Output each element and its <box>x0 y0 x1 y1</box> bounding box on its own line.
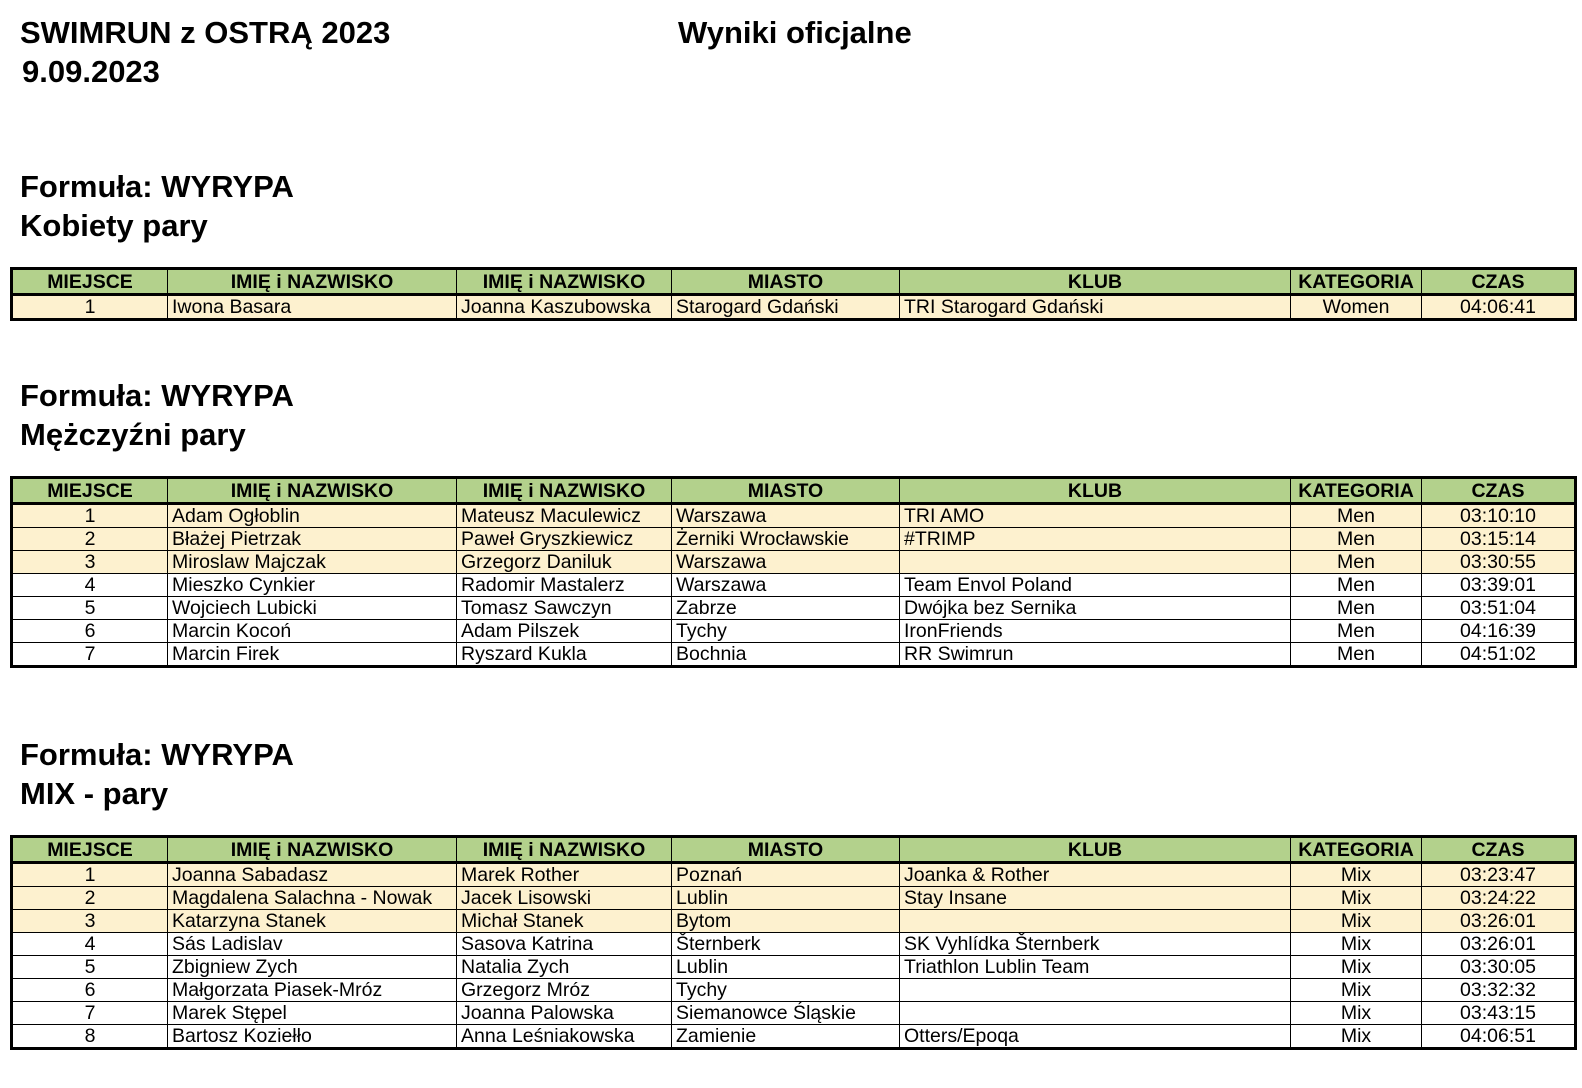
column-header-place: MIEJSCE <box>12 269 168 295</box>
cell-name-2: Mateusz Maculewicz <box>457 504 672 528</box>
cell-name-1: Adam Ogłoblin <box>168 504 457 528</box>
cell-place: 3 <box>12 910 168 933</box>
column-header-city: MIASTO <box>672 837 900 863</box>
cell-club: Joanka & Rother <box>900 863 1291 887</box>
column-header-club: KLUB <box>900 269 1291 295</box>
cell-category: Men <box>1291 574 1422 597</box>
cell-name-1: Magdalena Salachna - Nowak <box>168 887 457 910</box>
cell-city: Warszawa <box>672 504 900 528</box>
column-header-name-2: IMIĘ i NAZWISKO <box>457 478 672 504</box>
table-row <box>12 1025 1576 1049</box>
cell-name-1: Katarzyna Stanek <box>168 910 457 933</box>
column-header-club: KLUB <box>900 478 1291 504</box>
cell-name-2: Grzegorz Mróz <box>457 979 672 1002</box>
cell-category: Mix <box>1291 956 1422 979</box>
cell-time: 03:15:14 <box>1422 528 1576 551</box>
cell-name-2: Paweł Gryszkiewicz <box>457 528 672 551</box>
cell-time: 03:10:10 <box>1422 504 1576 528</box>
cell-place: 1 <box>12 863 168 887</box>
cell-time: 03:26:01 <box>1422 933 1576 956</box>
cell-city: Šternberk <box>672 933 900 956</box>
cell-name-2: Joanna Palowska <box>457 1002 672 1025</box>
column-header-city: MIASTO <box>672 269 900 295</box>
official-results-label: Wyniki oficjalne <box>678 15 912 50</box>
cell-category: Men <box>1291 643 1422 667</box>
column-header-city: MIASTO <box>672 478 900 504</box>
cell-city: Bochnia <box>672 643 900 667</box>
cell-time: 03:43:15 <box>1422 1002 1576 1025</box>
cell-category: Mix <box>1291 1025 1422 1049</box>
column-header-name-2: IMIĘ i NAZWISKO <box>457 837 672 863</box>
cell-name-1: Sás Ladislav <box>168 933 457 956</box>
cell-category: Men <box>1291 504 1422 528</box>
cell-city: Siemanowce Śląskie <box>672 1002 900 1025</box>
column-header-time: CZAS <box>1422 837 1576 863</box>
cell-club <box>900 551 1291 574</box>
cell-category: Mix <box>1291 863 1422 887</box>
cell-place: 5 <box>12 597 168 620</box>
cell-name-1: Błażej Pietrzak <box>168 528 457 551</box>
cell-category: Men <box>1291 528 1422 551</box>
cell-place: 6 <box>12 620 168 643</box>
cell-place: 2 <box>12 528 168 551</box>
table-row <box>12 956 1576 979</box>
cell-city: Poznań <box>672 863 900 887</box>
column-header-name-1: IMIĘ i NAZWISKO <box>168 478 457 504</box>
event-date: 9.09.2023 <box>22 54 160 89</box>
cell-city: Tychy <box>672 620 900 643</box>
results-table-men <box>10 476 1577 668</box>
column-header-category: KATEGORIA <box>1291 269 1422 295</box>
cell-club: Team Envol Poland <box>900 574 1291 597</box>
column-header-place: MIEJSCE <box>12 837 168 863</box>
cell-category: Mix <box>1291 933 1422 956</box>
cell-category: Men <box>1291 551 1422 574</box>
cell-name-1: Marcin Kocoń <box>168 620 457 643</box>
section-formula-2: Formuła: WYRYPA <box>20 378 294 413</box>
section-category-1: Kobiety pary <box>20 208 208 243</box>
cell-time: 03:24:22 <box>1422 887 1576 910</box>
cell-place: 7 <box>12 1002 168 1025</box>
cell-name-1: Zbigniew Zych <box>168 956 457 979</box>
cell-place: 8 <box>12 1025 168 1049</box>
cell-time: 03:39:01 <box>1422 574 1576 597</box>
cell-time: 03:26:01 <box>1422 910 1576 933</box>
table-row <box>12 910 1576 933</box>
cell-city: Bytom <box>672 910 900 933</box>
table-header-row <box>12 478 1576 504</box>
cell-time: 04:06:51 <box>1422 1025 1576 1049</box>
cell-city: Tychy <box>672 979 900 1002</box>
cell-place: 2 <box>12 887 168 910</box>
column-header-category: KATEGORIA <box>1291 837 1422 863</box>
table-row <box>12 1002 1576 1025</box>
cell-name-2: Michał Stanek <box>457 910 672 933</box>
cell-name-2: Natalia Zych <box>457 956 672 979</box>
table-row <box>12 504 1576 528</box>
cell-name-1: Miroslaw Majczak <box>168 551 457 574</box>
cell-name-2: Jacek Lisowski <box>457 887 672 910</box>
column-header-club: KLUB <box>900 837 1291 863</box>
cell-place: 6 <box>12 979 168 1002</box>
cell-club: Dwójka bez Sernika <box>900 597 1291 620</box>
column-header-time: CZAS <box>1422 269 1576 295</box>
cell-club: SK Vyhlídka Šternberk <box>900 933 1291 956</box>
cell-category: Mix <box>1291 887 1422 910</box>
table-row <box>12 597 1576 620</box>
table-row <box>12 979 1576 1002</box>
cell-club: TRI Starogard Gdański <box>900 295 1291 320</box>
cell-name-1: Joanna Sabadasz <box>168 863 457 887</box>
cell-category: Mix <box>1291 910 1422 933</box>
cell-city: Warszawa <box>672 574 900 597</box>
column-header-name-1: IMIĘ i NAZWISKO <box>168 269 457 295</box>
table-row <box>12 620 1576 643</box>
cell-category: Women <box>1291 295 1422 320</box>
table-header-row <box>12 269 1576 295</box>
cell-name-1: Marcin Firek <box>168 643 457 667</box>
cell-name-1: Małgorzata Piasek-Mróz <box>168 979 457 1002</box>
cell-time: 03:30:55 <box>1422 551 1576 574</box>
cell-name-2: Adam Pilszek <box>457 620 672 643</box>
cell-category: Mix <box>1291 1002 1422 1025</box>
cell-name-1: Bartosz Koziełło <box>168 1025 457 1049</box>
cell-city: Zamienie <box>672 1025 900 1049</box>
cell-time: 04:16:39 <box>1422 620 1576 643</box>
cell-club <box>900 910 1291 933</box>
cell-club <box>900 979 1291 1002</box>
section-formula-1: Formuła: WYRYPA <box>20 169 294 204</box>
cell-club: Stay Insane <box>900 887 1291 910</box>
table-row <box>12 643 1576 667</box>
results-table-mix <box>10 835 1577 1050</box>
cell-category: Men <box>1291 620 1422 643</box>
cell-club: RR Swimrun <box>900 643 1291 667</box>
cell-city: Lublin <box>672 887 900 910</box>
cell-name-2: Ryszard Kukla <box>457 643 672 667</box>
cell-time: 03:23:47 <box>1422 863 1576 887</box>
cell-name-2: Sasova Katrina <box>457 933 672 956</box>
cell-name-2: Joanna Kaszubowska <box>457 295 672 320</box>
table-header-row <box>12 837 1576 863</box>
table-row <box>12 574 1576 597</box>
table-row <box>12 295 1576 320</box>
table-row <box>12 863 1576 887</box>
cell-city: Warszawa <box>672 551 900 574</box>
cell-city: Starogard Gdański <box>672 295 900 320</box>
cell-name-1: Iwona Basara <box>168 295 457 320</box>
cell-category: Mix <box>1291 979 1422 1002</box>
document-title: SWIMRUN z OSTRĄ 2023 <box>20 15 391 50</box>
cell-club: #TRIMP <box>900 528 1291 551</box>
column-header-place: MIEJSCE <box>12 478 168 504</box>
cell-name-2: Tomasz Sawczyn <box>457 597 672 620</box>
cell-name-1: Marek Stępel <box>168 1002 457 1025</box>
cell-name-1: Mieszko Cynkier <box>168 574 457 597</box>
cell-name-2: Marek Rother <box>457 863 672 887</box>
section-category-3: MIX - pary <box>20 776 169 811</box>
cell-time: 03:51:04 <box>1422 597 1576 620</box>
cell-club <box>900 1002 1291 1025</box>
cell-club: Triathlon Lublin Team <box>900 956 1291 979</box>
cell-name-1: Wojciech Lubicki <box>168 597 457 620</box>
column-header-time: CZAS <box>1422 478 1576 504</box>
cell-name-2: Anna Leśniakowska <box>457 1025 672 1049</box>
cell-city: Lublin <box>672 956 900 979</box>
cell-city: Zabrze <box>672 597 900 620</box>
cell-club: Otters/Epoqa <box>900 1025 1291 1049</box>
cell-time: 03:30:05 <box>1422 956 1576 979</box>
cell-name-2: Grzegorz Daniluk <box>457 551 672 574</box>
cell-place: 5 <box>12 956 168 979</box>
table-row <box>12 887 1576 910</box>
cell-club: IronFriends <box>900 620 1291 643</box>
results-table-women <box>10 267 1577 321</box>
cell-category: Men <box>1291 597 1422 620</box>
table-row <box>12 933 1576 956</box>
column-header-name-2: IMIĘ i NAZWISKO <box>457 269 672 295</box>
cell-place: 4 <box>12 574 168 597</box>
section-category-2: Mężczyźni pary <box>20 417 246 452</box>
cell-place: 1 <box>12 504 168 528</box>
cell-time: 04:06:41 <box>1422 295 1576 320</box>
cell-place: 7 <box>12 643 168 667</box>
table-row <box>12 551 1576 574</box>
cell-time: 04:51:02 <box>1422 643 1576 667</box>
column-header-name-1: IMIĘ i NAZWISKO <box>168 837 457 863</box>
table-row <box>12 528 1576 551</box>
cell-place: 4 <box>12 933 168 956</box>
section-formula-3: Formuła: WYRYPA <box>20 737 294 772</box>
cell-place: 1 <box>12 295 168 320</box>
cell-time: 03:32:32 <box>1422 979 1576 1002</box>
cell-city: Żerniki Wrocławskie <box>672 528 900 551</box>
cell-name-2: Radomir Mastalerz <box>457 574 672 597</box>
column-header-category: KATEGORIA <box>1291 478 1422 504</box>
cell-place: 3 <box>12 551 168 574</box>
cell-club: TRI AMO <box>900 504 1291 528</box>
